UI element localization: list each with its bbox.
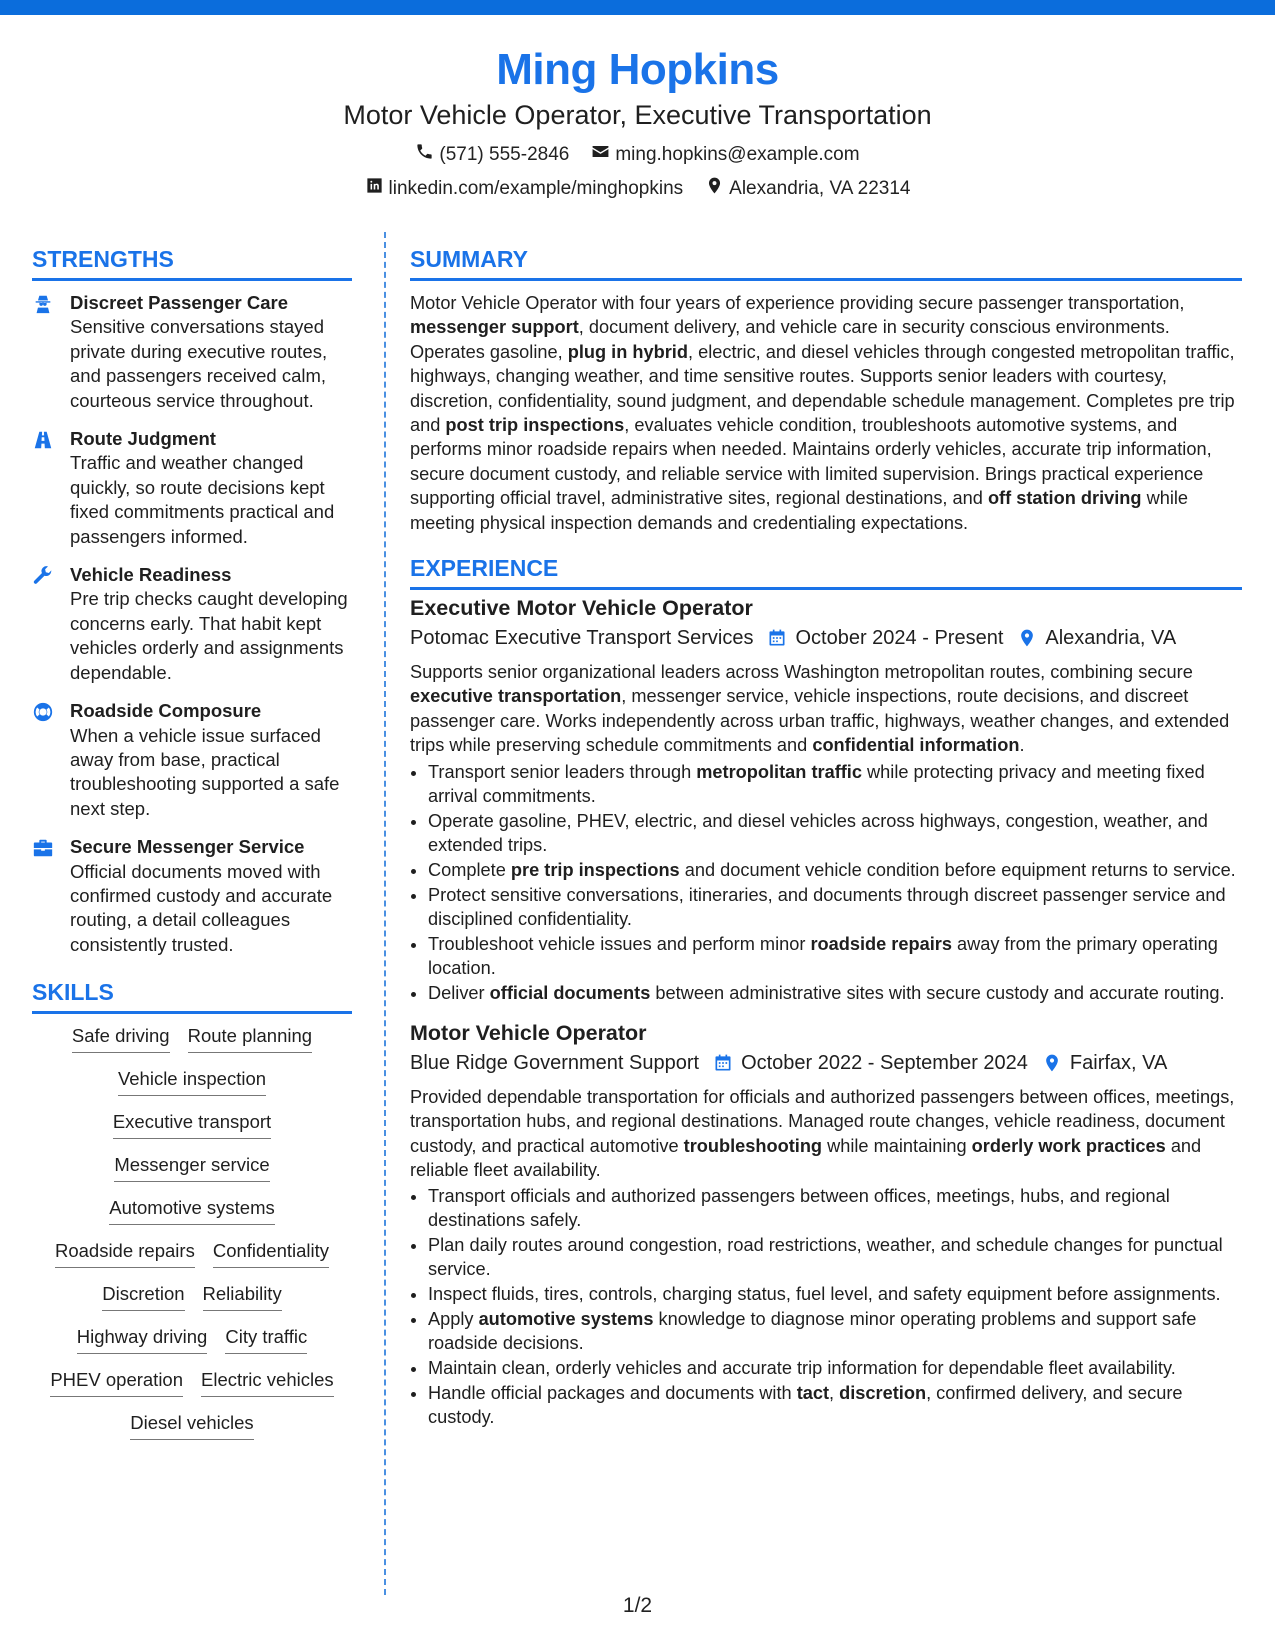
linkedin-icon [365, 176, 384, 202]
text-segment: Handle official packages and documents with [428, 1383, 797, 1404]
strength-name: Discreet Passenger Care [70, 292, 289, 313]
job-bullet [428, 1307, 1242, 1355]
job-bullet [428, 981, 1242, 1005]
job-dates: October 2022 - September 2024 [741, 1051, 1028, 1074]
text-segment: Transport officials and authorized passengers between offices, meetings, hubs, and regional destinations safely. [428, 1186, 1170, 1231]
job-bullet [428, 1381, 1242, 1429]
text-segment: between administrative sites with secure custody and accurate routing. [650, 982, 1225, 1003]
job-dates: October 2024 - Present [795, 627, 1004, 650]
bold-text: tact [796, 1383, 830, 1404]
job-entry [410, 594, 1242, 1005]
bold-text: off station driving [987, 488, 1142, 509]
phone-text: (571) 555-2846 [439, 144, 570, 165]
text-segment: Operate gasoline, PHEV, electric, and diesel vehicles across highways, congestion, weather, and extended trips. [428, 810, 1208, 855]
summary-heading: SUMMARY [410, 246, 528, 272]
text-segment: . [1019, 735, 1025, 756]
strengths-rule [32, 278, 352, 281]
skill-tag: Executive transport [113, 1110, 271, 1139]
job-bullet [428, 1282, 1242, 1306]
text-segment: and document vehicle condition before equipment returns to service. [679, 859, 1236, 880]
briefcase-icon [32, 837, 54, 859]
envelope-icon [591, 142, 610, 168]
contact-row-1 [0, 142, 1275, 168]
text-segment: knowledge to diagnose minor operating problems and support safe roadside decisions. [428, 1309, 1197, 1354]
job-bullet [428, 760, 1242, 808]
job-meta [410, 624, 1242, 652]
text-segment: Supports senior organizational leaders across Washington metropolitan routes, combining secure [410, 662, 1193, 683]
linkedin-text[interactable]: linkedin.com/example/minghopkins [388, 178, 684, 199]
text-segment: while protecting privacy and meeting fixed arrival commitments. [428, 761, 1205, 806]
skill-row [32, 1153, 352, 1182]
strength-description: Traffic and weather changed quickly, so route decisions kept fixed commitments practical and passengers informed. [70, 452, 335, 547]
phone-icon [415, 142, 434, 168]
text-segment: , confirmed delivery, and secure custody. [428, 1383, 1183, 1428]
bold-text: orderly work practices [971, 1135, 1166, 1156]
resume-header [0, 44, 1275, 202]
text-segment: Provided dependable transportation for officials and authorized passengers between offices, meetings, transportation hubs, and regional destinations. Managed route changes, vehicle readiness, document custody, and practical automotive [410, 1086, 1235, 1156]
text-segment: , [829, 1383, 840, 1404]
job-location: Fairfax, VA [1069, 1051, 1168, 1074]
email-text[interactable]: ming.hopkins@example.com [615, 144, 860, 165]
strength-item [32, 835, 352, 957]
skill-tag: PHEV operation [50, 1368, 183, 1397]
text-segment: , evaluates vehicle condition, troubleshoots automotive systems, and performs minor roadside repairs when needed. Maintains orderly vehicles, accurate trip information, secure document custody, and reliable service with limited supervision. Brings practical experience supporting official travel, administrative sites, regional destinations, and [410, 415, 1212, 509]
location-text: Alexandria, VA 22314 [729, 178, 911, 199]
job-bullet [428, 932, 1242, 980]
strength-description: Sensitive conversations stayed private during executive routes, and passengers received calm, courteous service throughout. [70, 316, 328, 411]
job-meta [410, 1049, 1242, 1077]
bold-text: official documents [489, 982, 651, 1003]
company-name: Blue Ridge Government Support [410, 1051, 700, 1074]
bold-text: plug in hybrid [567, 341, 688, 362]
bold-text: confidential information [812, 735, 1020, 756]
skill-row [32, 1024, 352, 1053]
job-bullets [410, 760, 1242, 1005]
bold-text: pre trip inspections [510, 859, 680, 880]
left-column [32, 244, 352, 1454]
text-segment: away from the primary operating location. [428, 933, 1218, 978]
bold-text: automotive systems [478, 1309, 654, 1330]
job-bullets [410, 1184, 1242, 1429]
skill-row [32, 1282, 352, 1311]
calendar-icon [753, 628, 795, 648]
strength-item [32, 563, 352, 685]
strength-description: Official documents moved with confirmed custody and accurate routing, a detail colleagues consistently trusted. [70, 860, 333, 955]
text-segment: , electric, and diesel vehicles through congested metropolitan traffic, highways, changing weather, and time sensitive routes. Supports senior leaders with courtesy, discretion, confidentiality, sound judgment, and dependable schedule management. Completes pre trip and [410, 341, 1235, 436]
user-secret-icon [32, 293, 54, 315]
text-segment: Deliver [428, 982, 490, 1003]
summary-rule [410, 278, 1242, 281]
email-contact[interactable] [591, 142, 859, 168]
skill-tag: Safe driving [72, 1024, 170, 1053]
bold-text: troubleshooting [683, 1135, 823, 1156]
skill-row [32, 1411, 352, 1440]
location-contact [705, 176, 910, 202]
job-location: Alexandria, VA [1045, 627, 1177, 650]
calendar-icon [699, 1053, 741, 1073]
skill-row [32, 1067, 352, 1096]
bold-text: post trip inspections [445, 415, 625, 436]
summary-text [410, 291, 1242, 535]
linkedin-contact[interactable] [365, 176, 684, 202]
column-divider [384, 232, 386, 1595]
skill-row [32, 1110, 352, 1139]
right-column [410, 244, 1242, 1430]
skill-tag: Highway driving [77, 1325, 208, 1354]
skill-tag: Reliability [203, 1282, 282, 1311]
contact-row-2 [0, 176, 1275, 202]
text-segment: , document delivery, and vehicle care in security conscious environments. Operates gasoline, [410, 317, 1170, 362]
text-segment: while maintaining [822, 1135, 972, 1156]
text-segment: Maintain clean, orderly vehicles and accurate trip information for dependable fleet availability. [428, 1358, 1176, 1379]
text-segment: Inspect fluids, tires, controls, charging status, fuel level, and safety equipment before assignments. [428, 1284, 1221, 1305]
text-segment: Troubleshoot vehicle issues and perform minor [428, 933, 811, 954]
phone-contact [415, 142, 569, 168]
skill-tag: Electric vehicles [201, 1368, 334, 1397]
skill-tag: Route planning [188, 1024, 312, 1053]
skill-tag: Discretion [102, 1282, 184, 1311]
strength-item [32, 427, 352, 549]
candidate-name: Ming Hopkins [496, 45, 779, 94]
strength-name: Vehicle Readiness [70, 564, 232, 586]
text-segment: while meeting physical inspection demands and credentialing expectations. [410, 488, 1189, 533]
candidate-title: Motor Vehicle Operator, Executive Transportation [343, 100, 932, 130]
job-bullet [428, 883, 1242, 931]
experience-rule [410, 587, 1242, 590]
strength-description: Pre trip checks caught developing concerns early. That habit kept vehicles orderly and assignments dependable. [70, 588, 348, 683]
job-bullet [428, 1184, 1242, 1232]
bold-text: executive transportation [410, 686, 622, 707]
job-bullet [428, 809, 1242, 857]
skills-heading: SKILLS [32, 979, 114, 1006]
company-name: Potomac Executive Transport Services [410, 627, 754, 650]
job-bullet [428, 858, 1242, 882]
wrench-icon [32, 565, 54, 587]
map-pin-icon [1003, 628, 1045, 648]
skills-rule [32, 1011, 352, 1014]
skill-tag: Messenger service [114, 1153, 269, 1182]
life-ring-icon [32, 701, 54, 723]
job-title: Motor Vehicle Operator [410, 1020, 647, 1045]
job-bullet [428, 1356, 1242, 1380]
skill-row [32, 1368, 352, 1397]
strength-name: Route Judgment [70, 428, 216, 450]
text-segment: and reliable fleet availability. [410, 1135, 1202, 1180]
job-description [410, 1085, 1242, 1183]
strength-name: Secure Messenger Service [70, 836, 305, 858]
text-segment: Transport senior leaders through [428, 761, 697, 782]
strength-item [32, 699, 352, 821]
strength-name: Roadside Composure [70, 700, 262, 722]
skill-row [32, 1325, 352, 1354]
map-pin-icon [705, 176, 724, 202]
text-segment: Plan daily routes around congestion, road restrictions, weather, and schedule changes for punctual service. [428, 1235, 1223, 1280]
top-accent-bar [0, 0, 1275, 15]
skill-row [32, 1239, 352, 1268]
experience-heading: EXPERIENCE [410, 555, 559, 582]
strength-description: When a vehicle issue surfaced away from base, practical troubleshooting supported a safe next step. [70, 724, 340, 819]
road-icon [32, 429, 54, 451]
skill-tag: Vehicle inspection [118, 1067, 266, 1096]
skill-tag: Automotive systems [109, 1196, 275, 1225]
text-segment: Apply [428, 1309, 479, 1330]
map-pin-icon [1028, 1053, 1070, 1073]
text-segment: Motor Vehicle Operator with four years of experience providing secure passenger transportation, [410, 293, 1185, 313]
skill-tag: Confidentiality [213, 1239, 329, 1268]
skill-tag: Diesel vehicles [130, 1411, 253, 1440]
strengths-heading: STRENGTHS [32, 246, 174, 272]
strength-item [32, 291, 352, 413]
skills-list [32, 1024, 352, 1440]
skill-tag: Roadside repairs [55, 1239, 195, 1268]
job-description [410, 660, 1242, 758]
text-segment: , messenger service, vehicle inspections, route decisions, and discreet passenger care. Works independently across urban traffic, highways, weather changes, and extended trips while preserving schedule commitments and [410, 686, 1230, 756]
job-entry [410, 1019, 1242, 1430]
text-segment: Protect sensitive conversations, itineraries, and documents through discreet passenger service and disciplined confidentiality. [428, 884, 1226, 929]
page-number: 1/2 [622, 1594, 653, 1617]
bold-text: roadside repairs [810, 933, 952, 954]
bold-text: metropolitan traffic [696, 761, 862, 782]
skill-tag: City traffic [225, 1325, 307, 1354]
bold-text: messenger support [410, 317, 579, 338]
skill-row [32, 1196, 352, 1225]
job-title: Executive Motor Vehicle Operator [410, 596, 753, 621]
job-bullet [428, 1233, 1242, 1281]
text-segment: Complete [428, 859, 511, 880]
bold-text: discretion [839, 1383, 927, 1404]
